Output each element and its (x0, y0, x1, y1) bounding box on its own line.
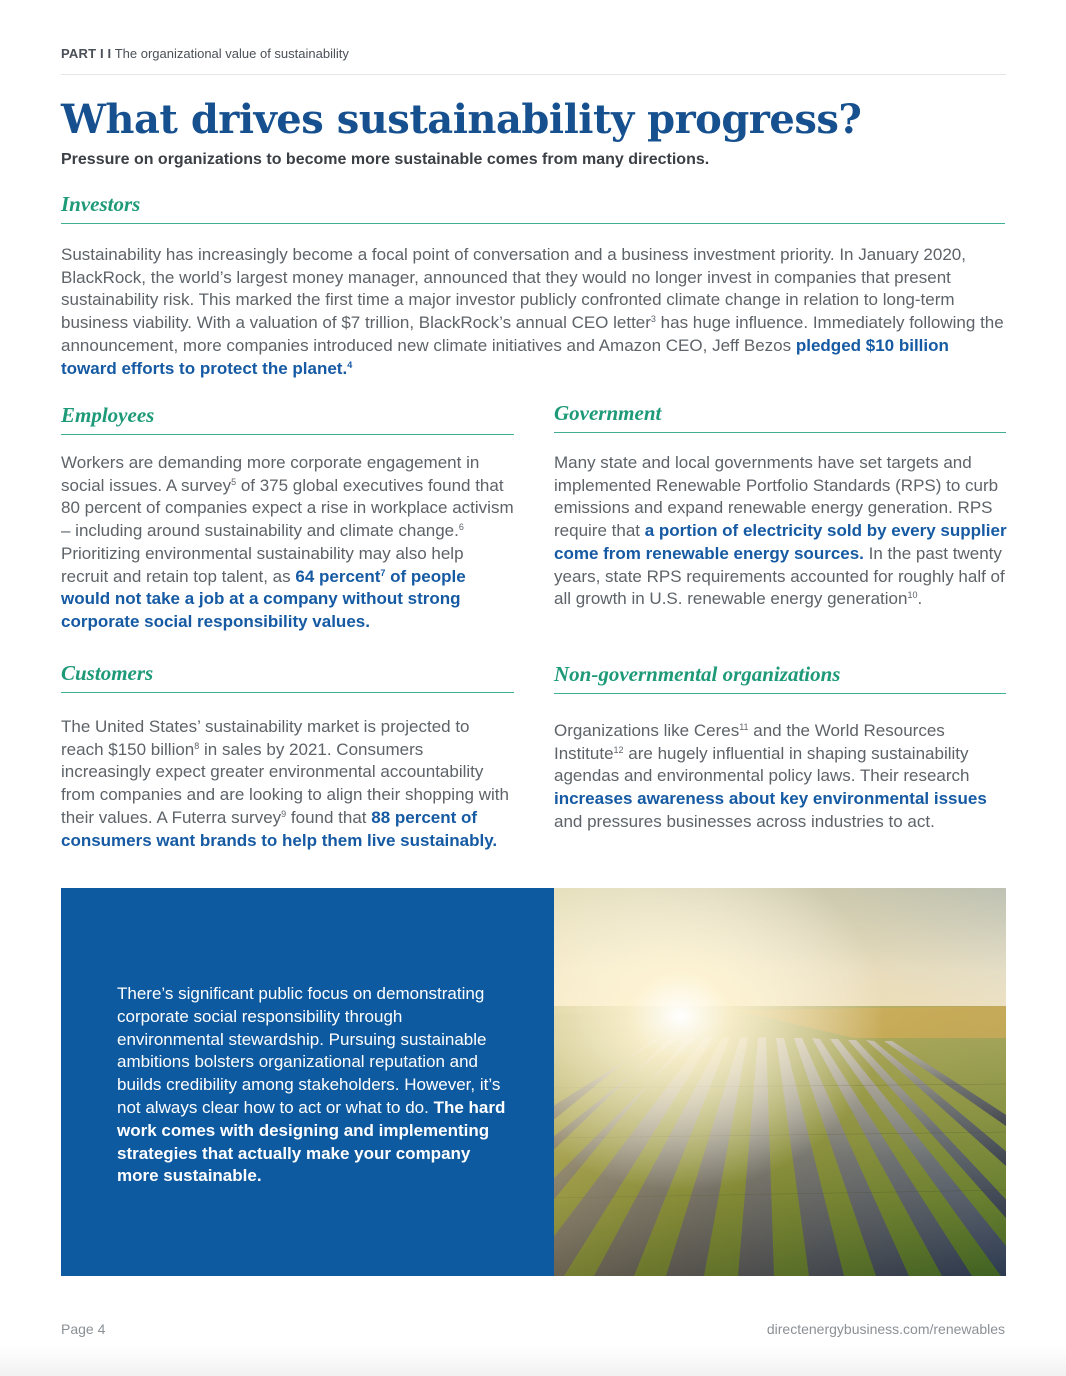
footnote-ref: 9 (281, 808, 287, 819)
ngo-text-part: Organizations like Ceres (554, 721, 740, 740)
page-bottom-shadow (0, 1346, 1066, 1376)
footnote-ref: 4 (347, 359, 353, 370)
customers-highlight: 88 percent of consumers want brands to help them live sustainably. (61, 807, 498, 850)
running-header (61, 46, 1006, 61)
footnote-ref: 3 (650, 314, 656, 325)
footer-url[interactable]: directenergybusiness.com/renewables (766, 1321, 1005, 1337)
customers-text-part: The United States’ sustainability market is projected to reach $150 billion (61, 717, 470, 759)
callout-text-part: There’s significant public focus on demonstrating corporate social responsibility through environmental stewardship. Pursuing sustainable ambitions bolsters organizational reputation and builds credibility among stakeholders. However, it’s not always clear how to act or what to do. (117, 984, 501, 1117)
part-separator: I (107, 46, 115, 61)
investors-highlight: pledged $10 billion toward efforts to protect the planet. (61, 335, 949, 378)
footnote-ref: 5 (231, 476, 237, 487)
employees-text-part: Prioritizing environmental sustainability may also help recruit and retain top talent, as (61, 543, 464, 586)
solar-farm-photo (554, 888, 1006, 1276)
callout-box (61, 888, 554, 1276)
footnote-ref: 11 (739, 722, 749, 732)
investors-heading: Investors (61, 192, 1005, 224)
customers-heading: Customers (61, 661, 514, 693)
header-divider (61, 74, 1006, 75)
customers-text-part: in sales by 2021. Consumers increasingly expect greater environmental accountability from companies and are looking to align their shopping with their values. A Futerra survey (61, 739, 509, 827)
footnote-ref: 12 (613, 744, 624, 755)
investors-text-part: has huge influence. Immediately following the announcement, more companies introduced new climate initiatives and Amazon CEO, Jeff Bezos (61, 313, 1004, 355)
employees-text-part: of 375 global executives found that 80 percent of companies expect a rise in workplace activism – including around sustainability and climate change. (61, 475, 514, 541)
employees-heading: Employees (61, 403, 514, 435)
ngo-text-part: are hugely influential in shaping sustainability agendas and environmental policy laws. Their research (554, 743, 970, 786)
employees-text (61, 452, 514, 634)
government-heading: Government (554, 401, 1006, 433)
footnote-ref: 8 (194, 740, 200, 751)
investors-text-part: Sustainability has increasingly become a focal point of conversation and a business investment priority. In January 2020, BlackRock, the world’s largest money manager, announced that they would no longer invest in companies that present sustainability risk. This marked the first time a major investor publicly confronted climate change in relation to long-term business viability. With a valuation of $7 trillion, BlackRock’s annual CEO letter (61, 245, 966, 333)
solar-farm-illustration (554, 888, 1006, 1276)
government-text-part: . (917, 589, 923, 609)
employees-highlight: 64 percent (295, 566, 381, 586)
ngo-text-part: and the World Resources Institute (554, 721, 945, 763)
employees-highlight: of people would not take a job at a company without strong corporate social responsibility values. (61, 566, 466, 631)
callout-text (117, 983, 507, 1188)
customers-text (61, 716, 511, 852)
section-label: The organizational value of sustainability (114, 46, 349, 61)
investors-text (61, 244, 1005, 380)
government-text-part: Many state and local governments have set targets and implemented Renewable Portfolio Standards (RPS) to curb emissions and expand renewable energy generation. RPS require that (554, 453, 999, 541)
page-number: Page 4 (61, 1321, 106, 1337)
government-highlight: a portion of electricity sold by every supplier come from renewable energy sources. (554, 521, 1007, 563)
customers-text-part: found that (286, 807, 372, 827)
ngo-highlight: increases awareness about key environmental issues (554, 789, 987, 809)
government-text (554, 452, 1010, 611)
employees-text-part: Workers are demanding more corporate engagement in social issues. A survey (61, 453, 480, 495)
ngo-text-part: and pressures businesses across industries to act. (554, 811, 935, 831)
ngo-heading: Non-governmental organizations (554, 662, 1006, 694)
page-title: What drives sustainability progress? (61, 96, 862, 143)
footnote-ref: 10 (907, 590, 918, 601)
government-text-part: In the past twenty years, state RPS requirements accounted for roughly half of all growth in U.S. renewable energy generation (554, 543, 1005, 609)
footnote-ref: 6 (458, 522, 464, 533)
footnote-ref: 7 (380, 567, 386, 578)
callout-strong: The hard work comes with designing and implementing strategies that actually make your company more sustainable. (117, 1097, 506, 1186)
page-subtitle: Pressure on organizations to become more sustainable comes from many directions. (61, 151, 710, 168)
ngo-text (554, 720, 994, 834)
part-label: PART I (61, 46, 104, 61)
